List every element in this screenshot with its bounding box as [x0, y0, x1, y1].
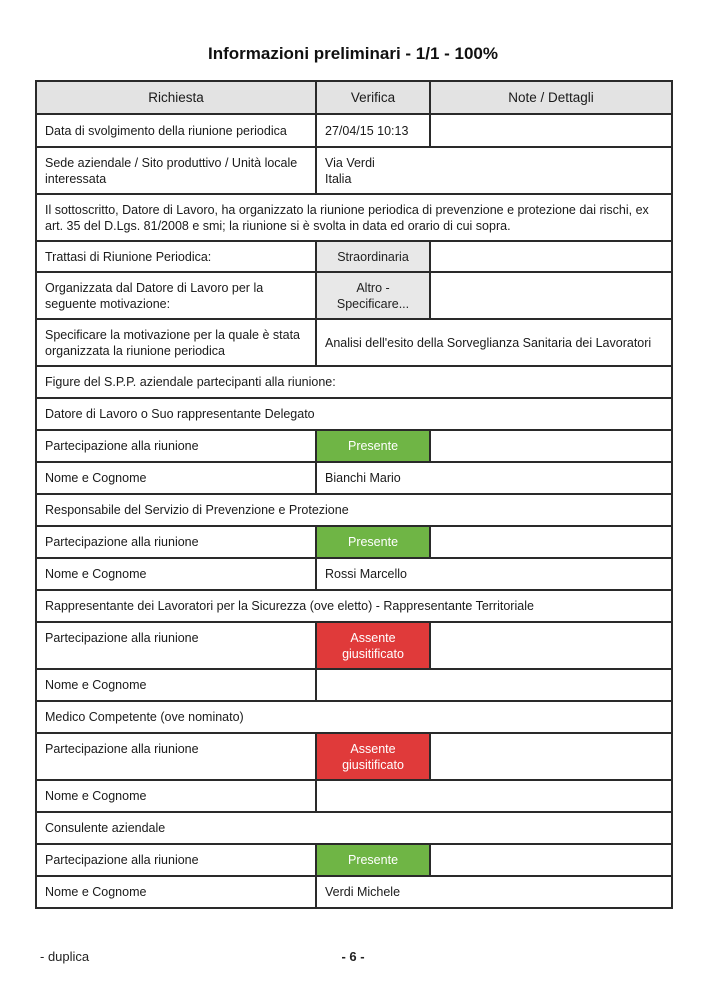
row-label: Partecipazione alla riunione [36, 622, 316, 669]
participant-name: Verdi Michele [316, 876, 672, 908]
row-label: Nome e Cognome [36, 876, 316, 908]
row-label: Partecipazione alla riunione [36, 733, 316, 780]
participant-role: Datore di Lavoro o Suo rappresentante Delegato [36, 398, 672, 430]
date-value: 27/04/15 10:13 [316, 114, 430, 147]
participant-name: Rossi Marcello [316, 558, 672, 590]
motivation-detail-value: Analisi dell'esito della Sorveglianza Sanitaria dei Lavoratori [316, 319, 672, 366]
motivation-value: Altro - Specificare... [316, 272, 430, 319]
participant-name-row [36, 876, 672, 908]
participation-status-badge: Presente [316, 844, 430, 876]
participant-name [316, 780, 672, 812]
participant-name: Bianchi Mario [316, 462, 672, 494]
participation-status-badge: Presente [316, 430, 430, 462]
participation-row [36, 733, 672, 780]
notes-cell [430, 622, 672, 669]
notes-cell [430, 241, 672, 272]
participation-row [36, 844, 672, 876]
section-heading: Figure del S.P.P. aziendale partecipanti alla riunione: [36, 366, 672, 398]
meeting-type-value: Straordinaria [316, 241, 430, 272]
participant-role-row [36, 701, 672, 733]
participant-name-row [36, 462, 672, 494]
row-label: Sede aziendale / Sito produttivo / Unità locale interessata [36, 147, 316, 194]
declaration-text: Il sottoscritto, Datore di Lavoro, ha organizzato la riunione periodica di prevenzione e protezione dai rischi, ex art. 35 del D.Lgs. 81/2008 e smi; la riunione si è svolta in data ed orario di cui sopra. [36, 194, 672, 241]
participation-status-badge: Presente [316, 526, 430, 558]
table-row [36, 147, 672, 194]
table-row [36, 272, 672, 319]
table-header-row [36, 81, 672, 114]
row-label: Nome e Cognome [36, 780, 316, 812]
notes-cell [430, 844, 672, 876]
participant-name-row [36, 669, 672, 701]
participant-role-row [36, 812, 672, 844]
participation-status-badge: Assente giusitificato [316, 733, 430, 780]
row-label: Partecipazione alla riunione [36, 430, 316, 462]
header-richiesta: Richiesta [36, 81, 316, 114]
notes-cell [430, 430, 672, 462]
header-note: Note / Dettagli [430, 81, 672, 114]
row-label: Nome e Cognome [36, 462, 316, 494]
page-number: - 6 - [341, 949, 365, 964]
notes-cell [430, 733, 672, 780]
row-label: Partecipazione alla riunione [36, 844, 316, 876]
footer-duplicate-note: - duplica [40, 949, 90, 964]
row-label: Trattasi di Riunione Periodica: [36, 241, 316, 272]
participant-role: Medico Competente (ove nominato) [36, 701, 672, 733]
header-verifica: Verifica [316, 81, 430, 114]
participant-role: Responsabile del Servizio di Prevenzione e Protezione [36, 494, 672, 526]
participant-role: Consulente aziendale [36, 812, 672, 844]
page-title: Informazioni preliminari - 1/1 - 100% [207, 44, 499, 63]
participant-name-row [36, 780, 672, 812]
participation-status-badge: Assente giusitificato [316, 622, 430, 669]
participant-role: Rappresentante dei Lavoratori per la Sicurezza (ove eletto) - Rappresentante Territoriale [36, 590, 672, 622]
row-label: Nome e Cognome [36, 558, 316, 590]
notes-cell [430, 272, 672, 319]
table-row [36, 114, 672, 147]
row-label: Data di svolgimento della riunione periodica [36, 114, 316, 147]
row-label: Partecipazione alla riunione [36, 526, 316, 558]
table-row [36, 366, 672, 398]
notes-cell [430, 526, 672, 558]
table-row [36, 319, 672, 366]
preliminary-info-table [35, 80, 673, 909]
participant-role-row [36, 590, 672, 622]
table-row [36, 241, 672, 272]
participation-row [36, 526, 672, 558]
notes-cell [430, 114, 672, 147]
table-row [36, 194, 672, 241]
participant-role-row [36, 494, 672, 526]
row-label: Organizzata dal Datore di Lavoro per la seguente motivazione: [36, 272, 316, 319]
participant-name [316, 669, 672, 701]
row-label: Nome e Cognome [36, 669, 316, 701]
participant-role-row [36, 398, 672, 430]
row-label: Specificare la motivazione per la quale è stata organizzata la riunione periodica [36, 319, 316, 366]
participant-name-row [36, 558, 672, 590]
participation-row [36, 430, 672, 462]
site-value: Via Verdi Italia [316, 147, 672, 194]
participation-row [36, 622, 672, 669]
